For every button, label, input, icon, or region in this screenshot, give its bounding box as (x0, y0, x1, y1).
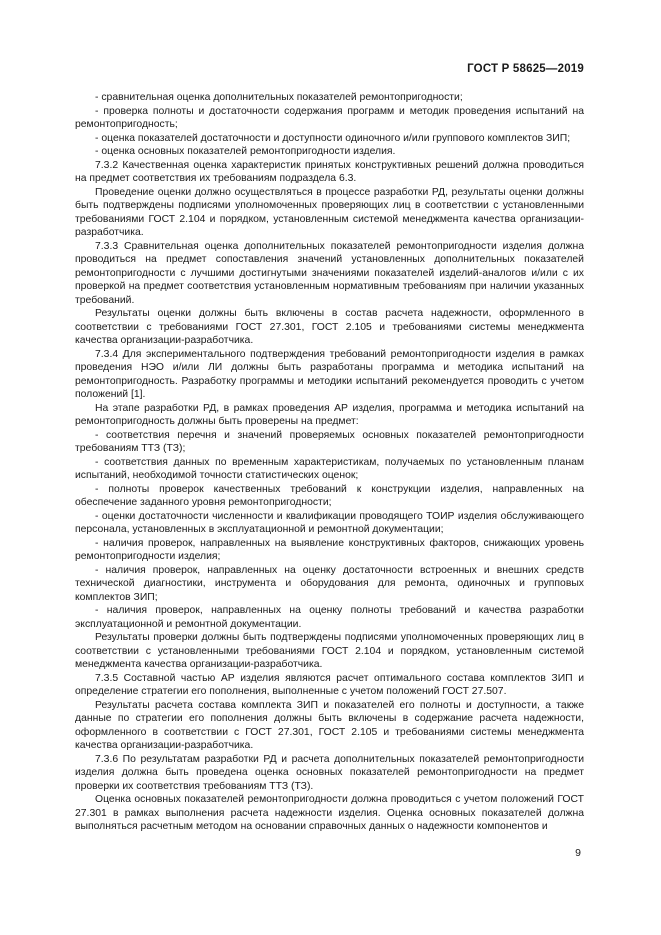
paragraph-15: - наличия проверок, направленных на выявление конструктивных факторов, снижающих уровень ремонтопригодности изделия; (75, 537, 584, 562)
document-body (75, 91, 584, 834)
paragraph-19: 7.3.5 Составной частью АР изделия являются расчет оптимального состава комплектов ЗИП и определение стратегии его пополнения, выполненные с учетом положений ГОСТ 27.507. (75, 672, 584, 697)
page-number: 9 (575, 847, 581, 859)
paragraph-10: На этапе разработки РД, в рамках проведения АР изделия, программа и методика испытаний на ремонтопригодность должны быть проверены на предмет: (75, 402, 584, 427)
paragraph-5: 7.3.2 Качественная оценка характеристик принятых конструктивных решений должна проводиться на предмет соответствия их требованиям подраздела 6.3. (75, 159, 584, 184)
paragraph-4: - оценка основных показателей ремонтопригодности изделия. (95, 146, 396, 157)
paragraph-14: - оценки достаточности численности и квалификации проводящего ТОИР изделия обслуживающего персонала, установленных в эксплуатационной и ремонтной документации; (75, 510, 584, 535)
standard-header: ГОСТ Р 58625—2019 (467, 63, 584, 75)
paragraph-18: Результаты проверки должны быть подтверждены подписями уполномоченных проверяющих лиц в соответствии с установленными требованиями ГОСТ 2.104 и порядком, установленным системой менеджмента качества организации-разработчика. (75, 632, 584, 670)
paragraph-12: - соответствия данных по временным характеристикам, получаемых по установленным планам испытаний, необходимой точности статистических оценок; (75, 456, 584, 481)
paragraph-3: - оценка показателей достаточности и доступности одиночного и/или группового комплектов ЗИП; (95, 132, 571, 144)
paragraph-9: 7.3.4 Для экспериментального подтверждения требований ремонтопригодности изделия в рамках проведения НЭО и/или ЛИ должны быть разработаны программа и методика испытаний на ремонтопригодность. Разработку программы и методики испытаний рекомендуется проводить с учетом положений [1]. (75, 348, 584, 400)
paragraph-17: - наличия проверок, направленных на оценку полноты требований и качества разработки эксплуатационной и ремонтной документации. (75, 605, 584, 630)
paragraph-22: Оценка основных показателей ремонтопригодности должна проводиться с учетом положений ГОСТ 27.301 в рамках выполнения расчета надежности изделия. Оценка основных показателей должна выполняться расчетным методом на основании справочных данных о надежности компонентов и (75, 794, 584, 832)
paragraph-20: Результаты расчета состава комплекта ЗИП и показателей его полноты и доступности, а также данные по стратегии его пополнения должны быть включены в содержание расчета надежности, оформленного в соответствии с ГОСТ 27.301, ГОСТ 2.105 и требованиями системы менеджмента качества организации-разработчика. (75, 699, 584, 751)
paragraph-1: - сравнительная оценка дополнительных показателей ремонтопригодности; (95, 92, 463, 103)
paragraph-13: - полноты проверок качественных требований к конструкции изделия, направленных на обеспечение заданного уровня ремонтопригодности; (75, 483, 584, 508)
paragraph-2: - проверка полноты и достаточности содержания программ и методик проведения испытаний на ремонтопригодность; (75, 105, 584, 130)
paragraph-7: 7.3.3 Сравнительная оценка дополнительных показателей ремонтопригодности изделия должна проводиться на предмет сопоставления значений установленных дополнительных показателей ремонтопригодности с лучшими достигнутыми значениями показателей изделий-аналогов и/или с их проверкой на предмет соответствия установленным нормативным требованиям при наличии указанных требований. (75, 240, 584, 306)
paragraph-11: - соответствия перечня и значений проверяемых основных показателей ремонтопригодности требованиям ТТЗ (ТЗ); (75, 429, 584, 454)
paragraph-6: Проведение оценки должно осуществляться в процессе разработки РД, результаты оценки должны быть подтверждены подписями уполномоченных проверяющих лиц в соответствии с установленными требованиями ГОСТ 2.104 и порядком, установленным системой менеджмента качества организации-разработчика. (75, 186, 584, 238)
paragraph-8: Результаты оценки должны быть включены в состав расчета надежности, оформленного в соответствии с требованиями ГОСТ 27.301, ГОСТ 2.105 и требованиями системы менеджмента качества организации-разработчика. (75, 308, 584, 346)
paragraph-21: 7.3.6 По результатам разработки РД и расчета дополнительных показателей ремонтопригодности изделия должна быть проведена оценка основных показателей ремонтопригодности на предмет проверки их соответствия требованиям ТТЗ (ТЗ). (75, 753, 584, 792)
paragraph-16: - наличия проверок, направленных на оценку достаточности встроенных и внешних средств технической диагностики, инструмента и оборудования для ремонта, одиночных и групповых комплектов ЗИП; (75, 564, 584, 603)
